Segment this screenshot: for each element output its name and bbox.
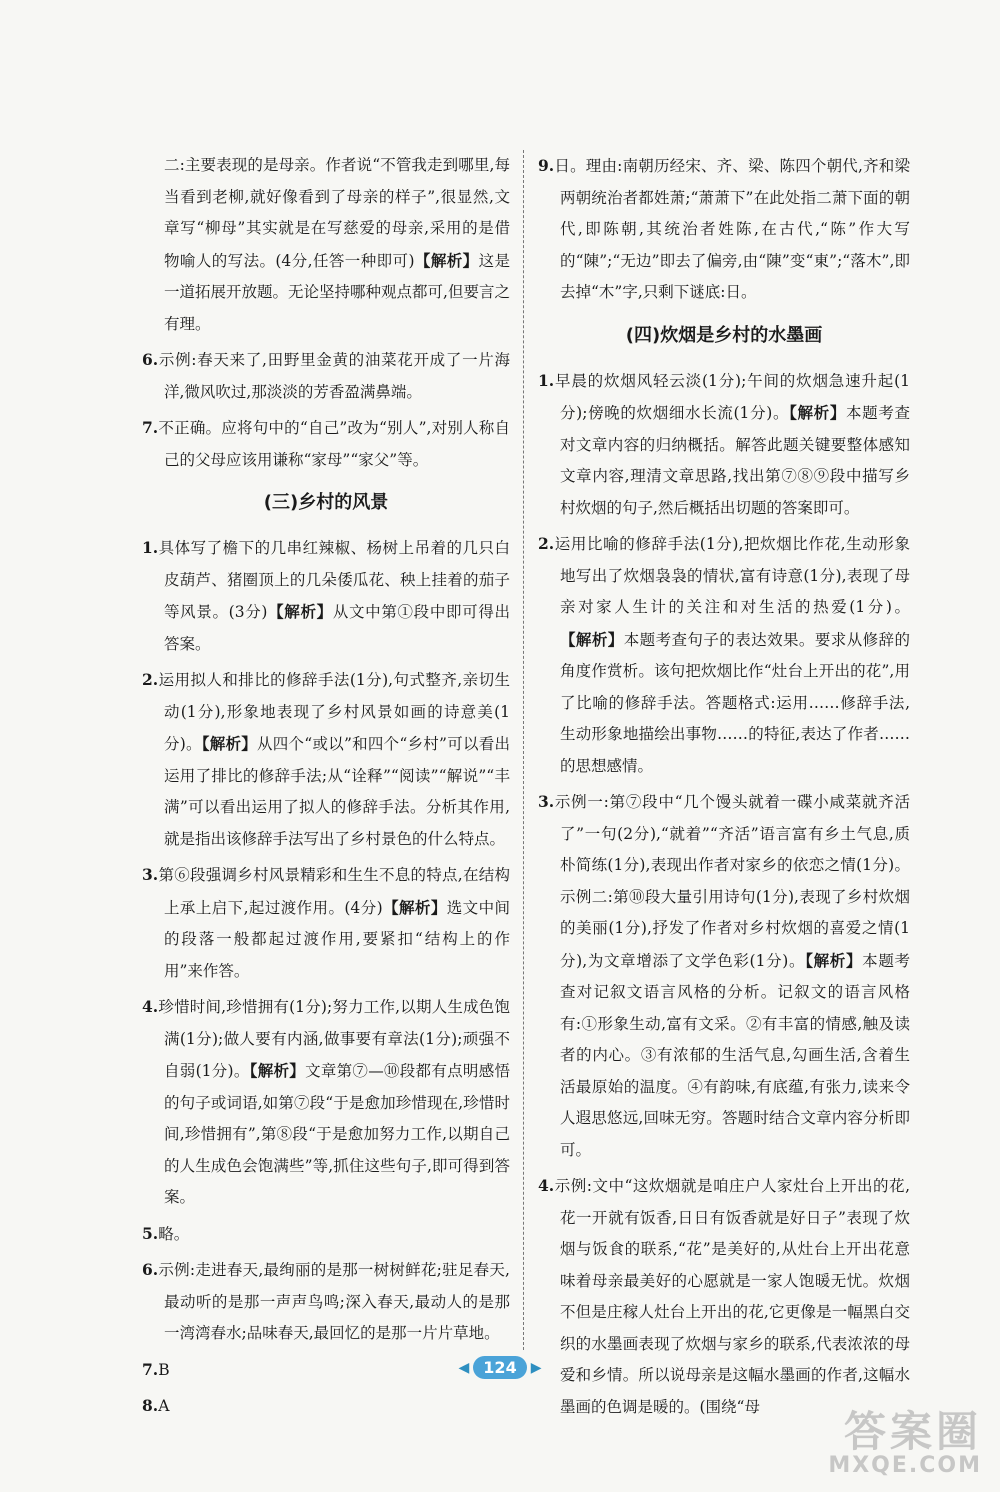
analysis-tag: 【解析】 bbox=[267, 602, 333, 621]
analysis-tag: 【解析】 bbox=[805, 950, 863, 970]
item-number: 3. bbox=[538, 792, 555, 811]
section-heading: (三)乡村的风景 bbox=[263, 492, 389, 513]
item-text: 具体写了檐下的几串红辣椒、杨树上吊着的几只白皮葫芦、猪圈顶上的几朵倭瓜花、秧上挂着的茄子等风景。(3分) bbox=[158, 539, 510, 621]
item-number: 1. bbox=[142, 538, 159, 557]
item-number: 1. bbox=[538, 370, 555, 390]
item-text: 运用比喻的修辞手法(1分),把炊烟比作花,生动形象地写出了炊烟袅袅的情状,富有诗意(1分),表现了母亲对家人生计的关注和对生活的热爱(1分)。 bbox=[554, 535, 910, 616]
item-text: 日。理由:南朝历经宋、齐、梁、陈四个朝代,齐和梁两朝统治者都姓萧;“萧萧下”在此处指二萧下面的朝代,即陈朝,其统治者姓陈,在古代,“陈”作大写的“陳”;“无边”即去了偏旁,由“陳”变“東”;“落木”,即去掉“木”字,只剩下谜底:日。 bbox=[554, 157, 910, 301]
answer-item bbox=[142, 991, 510, 1214]
item-text: 运用拟人和排比的修辞手法(1分),句式整齐,亲切生动(1分),形象地表现了乡村风景如画的诗意美(1分)。 bbox=[158, 671, 510, 753]
item-text: 第⑥段强调乡村风景精彩和生生不息的特点,在结构上承上启下,起过渡作用。(4分) bbox=[158, 866, 510, 917]
section-heading: (四)炊烟是乡村的水墨画 bbox=[625, 324, 823, 346]
item-text: 示例:文中“这炊烟就是咱庄户人家灶台上开出的花,花一开就有饭香,日日有饭香就是好日子”表现了炊烟与饭食的联系,“花”是美好的,从灶台上开出花意味着母亲最美好的心愿就是一家人饱暖无忧。炊烟不但是庄稼人灶台上开出的花,它更像是一幅黑白交织的水墨画表现了炊烟与家乡的联系,代表浓浓的母爱和乡情。所以说母亲是这幅水墨画的作者,这幅水墨画的色调是暖的。(围绕“母 bbox=[554, 1177, 910, 1416]
item-number: 5. bbox=[142, 1223, 159, 1243]
answer-item bbox=[538, 786, 910, 1166]
analysis-tag: 【解析】 bbox=[789, 403, 846, 422]
item-text: B bbox=[158, 1360, 170, 1379]
item-number: 7. bbox=[142, 418, 159, 437]
answer-item bbox=[142, 344, 510, 408]
answer-item bbox=[142, 1218, 510, 1251]
item-text: 选文中间的段落一般都起过渡作用,要紧扣“结构上的作用”来作答。 bbox=[164, 898, 510, 980]
answer-item bbox=[538, 1170, 910, 1423]
analysis-tag: 【解析】 bbox=[249, 1061, 306, 1080]
answer-para-continued bbox=[142, 150, 510, 340]
item-text: 略。 bbox=[158, 1224, 190, 1243]
item-text: 本题考查对文章内容的归纳概括。解答此题关键要整体感知文章内容,理清文章思路,找出第⑦⑧⑨段中描写乡村炊烟的句子,然后概括出切题的答案即可。 bbox=[560, 404, 910, 517]
page-number-badge bbox=[459, 1356, 542, 1379]
arrow-left-icon: ◀ bbox=[458, 1359, 470, 1376]
answer-item bbox=[538, 365, 910, 525]
answer-item bbox=[142, 532, 510, 660]
item-number: 6. bbox=[142, 1260, 159, 1279]
answer-item bbox=[538, 528, 910, 782]
left-column bbox=[142, 150, 510, 1427]
item-number: 7. bbox=[142, 1359, 159, 1379]
item-text: 从文中第①段中即可得出答案。 bbox=[164, 603, 510, 653]
item-text: 示例一:第⑦段中“几个馒头就着一碟小咸菜就齐活了”一句(2分),“就着”“齐活”语言富有乡土气息,质朴简练(1分),表现出作者对家乡的依恋之情(1分)。示例二:第⑩段大量引用诗句(1分),表现了乡村炊烟的美丽(1分),抒发了作者对乡村炊烟的喜爱之情(1分),为文章增添了文学色彩(1分)。 bbox=[554, 793, 910, 970]
analysis-tag: 【解析】 bbox=[201, 734, 258, 753]
answer-item bbox=[142, 859, 510, 987]
page-number: 124 bbox=[473, 1356, 526, 1379]
item-number: 6. bbox=[142, 350, 159, 369]
analysis-tag: 【解析】 bbox=[414, 250, 479, 270]
right-column bbox=[538, 150, 910, 1427]
column-divider bbox=[523, 150, 524, 1350]
item-text: 从四个“或以”和四个“乡村”可以看出运用了排比的修辞手法;从“诠释”“阅读”“解说”“丰满”可以看出运用了拟人的修辞手法。分析其作用,就是指出该修辞手法写出了乡村景色的什么特点。 bbox=[164, 735, 510, 848]
item-text: 不正确。应将句中的“自己”改为“别人”,对别人称自己的父母应该用谦称“家母”“家父”等。 bbox=[158, 419, 510, 469]
arrow-right-icon: ▶ bbox=[530, 1359, 542, 1376]
item-number: 4. bbox=[142, 997, 159, 1016]
item-text: 早晨的炊烟风轻云淡(1分);午间的炊烟急速升起(1分);傍晚的炊烟细水长流(1分)。 bbox=[554, 371, 910, 422]
page-footer bbox=[0, 1356, 1000, 1379]
answer-item bbox=[142, 1254, 510, 1350]
item-number: 8. bbox=[142, 1396, 159, 1415]
item-text: 珍惜时间,珍惜拥有(1分);努力工作,以期人生成色饱满(1分);做人要有内涵,做事要有章法(1分);顽强不自弱(1分)。 bbox=[158, 998, 510, 1080]
answer-item bbox=[142, 412, 510, 476]
item-number: 2. bbox=[142, 670, 159, 689]
item-number: 3. bbox=[142, 865, 159, 884]
analysis-tag: 【解析】 bbox=[560, 629, 624, 649]
para-text: 这是一道拓展开放题。无论坚持哪种观点都可,但要言之有理。 bbox=[164, 251, 510, 333]
answer-item bbox=[538, 150, 910, 309]
item-text: 本题考查对记叙文语言风格的分析。记叙文的语言风格有:①形象生动,富有文采。②有丰富的情感,触及读者的内心。③有浓郁的生活气息,勾画生活,含着生活最原始的温度。④有韵味,有底蕴,有张力,读来令人遐思悠远,回味无穷。答题时结合文章内容分析即可。 bbox=[560, 951, 910, 1159]
analysis-tag: 【解析】 bbox=[382, 897, 447, 917]
watermark-url: MXQE.COM bbox=[828, 1453, 982, 1478]
watermark-logo-text: 答案圈 bbox=[843, 1407, 982, 1456]
item-text: 文章第⑦—⑩段都有点明感悟的句子或词语,如第⑦段“于是愈加珍惜现在,珍惜时间,珍惜拥有”,第⑧段“于是愈加努力工作,以期自己的人生成色会饱满些”等,抓住这些句子,即可得到答案。 bbox=[164, 1062, 510, 1206]
item-text: 示例:春天来了,田野里金黄的油菜花开成了一片海洋,微风吹过,那淡淡的芳香盈满鼻端。 bbox=[158, 351, 510, 401]
answer-item bbox=[142, 664, 510, 855]
item-number: 4. bbox=[538, 1176, 555, 1195]
item-text: 示例:走进春天,最绚丽的是那一树树鲜花;驻足春天,最动听的是那一声声鸟鸣;深入春天,最动人的是那一湾湾春水;品味春天,最回忆的是那一片片草地。 bbox=[158, 1261, 510, 1342]
item-text: A bbox=[158, 1397, 170, 1415]
item-number: 9. bbox=[538, 156, 555, 175]
answer-item bbox=[142, 1390, 510, 1423]
para-text: 二:主要表现的是母亲。作者说“不管我走到哪里,每当看到老柳,就好像看到了母亲的样子”,很显然,文章写“柳母”其实就是在写慈爱的母亲,采用的是借物喻人的写法。(4分,任答一种即可) bbox=[164, 156, 510, 270]
site-watermark bbox=[828, 1399, 982, 1478]
item-number: 2. bbox=[538, 534, 555, 553]
item-text: 本题考查句子的表达效果。要求从修辞的角度作赏析。该句把炊烟比作“灶台上开出的花”,用了比喻的修辞手法。答题格式:运用……修辞手法,生动形象地描绘出事物……的特征,表达了作者……的思想感情。 bbox=[560, 630, 910, 775]
